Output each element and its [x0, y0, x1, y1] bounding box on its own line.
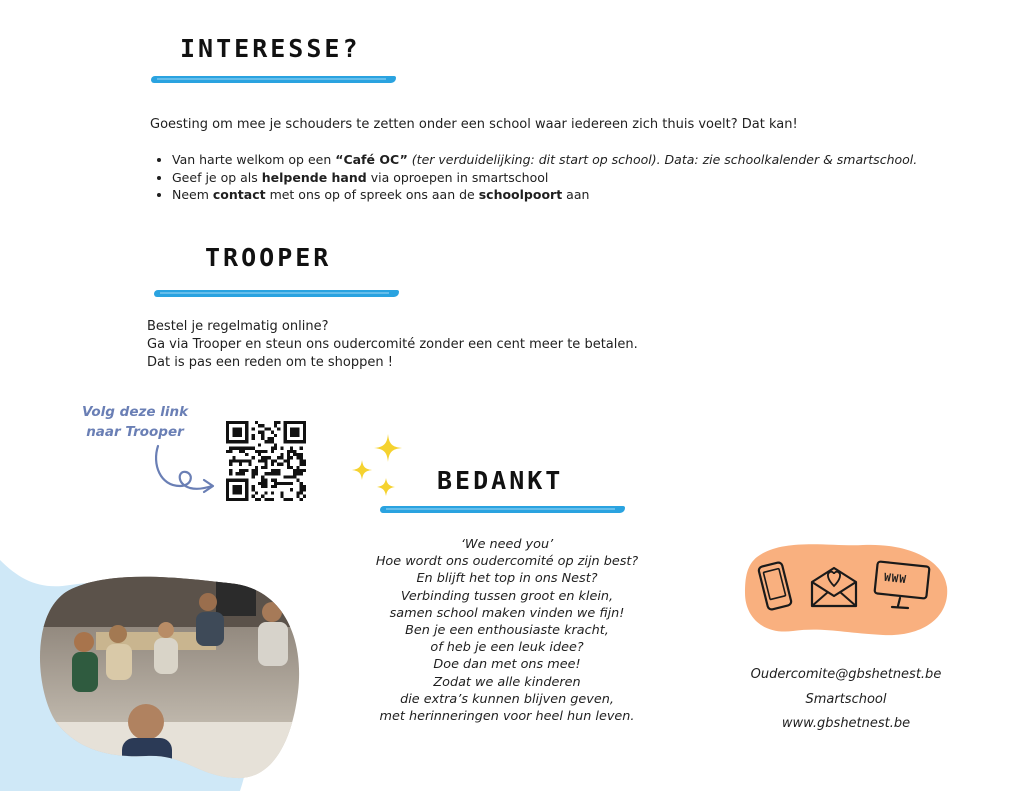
list-item: • Neem contact met ons op of spreek ons aan de schoolpoort aan	[172, 186, 917, 204]
curly-arrow-icon	[150, 442, 218, 498]
qr-code[interactable]	[226, 421, 306, 501]
email-link[interactable]: Oudercomite@gbshetnest.be	[750, 667, 942, 682]
trooper-text: Bestel je regelmatig online? Ga via Trooper en steun ons oudercomité zonder een cent meer te betalen. Dat is pas een reden om te shoppen !	[147, 319, 638, 370]
sparkle-icon	[350, 432, 406, 500]
monitor-www-icon	[872, 560, 932, 612]
trooper-underline	[154, 290, 399, 297]
group-photo	[36, 572, 301, 782]
bedankt-heading: BEDANKT	[437, 466, 564, 495]
list-item: • Geef je op als helpende hand via oproepen in smartschool	[172, 169, 917, 187]
contact-info	[740, 663, 952, 737]
bedankt-poem: ‘We need you’ Hoe wordt ons oudercomité op zijn best? En blijft het top in ons Nest? Verbinding tussen groot en klein, samen school maken vinden we fijn! Ben je een enthousiaste kracht, of heb je een leuk idee? Doe dan met ons mee! Zodat we alle kinderen die extra’s kunnen blijven geven, met herinneringen voor heel hun leven.	[375, 537, 639, 725]
website-link[interactable]: www.gbshetnest.be	[781, 716, 911, 731]
interesse-heading: INTERESSE?	[180, 34, 361, 63]
interesse-underline	[151, 76, 396, 83]
qr-link-label: Volg deze link naar Trooper	[81, 404, 189, 440]
bedankt-underline	[380, 506, 625, 513]
trooper-heading: TROOPER	[205, 243, 332, 272]
www-text: WWW	[883, 570, 908, 587]
phone-icon	[755, 560, 799, 616]
list-item: • Van harte welkom op een “Café OC” (ter verduidelijking: dit start op school). Data: zie schoolkalender & smartschool.	[172, 151, 917, 169]
interesse-list	[150, 151, 917, 204]
envelope-heart-icon	[808, 564, 860, 610]
interesse-intro: Goesting om mee je schouders te zetten onder een school waar iedereen zich thuis voelt? Dat kan!	[150, 117, 798, 132]
smartschool-link[interactable]: Smartschool	[805, 691, 887, 707]
